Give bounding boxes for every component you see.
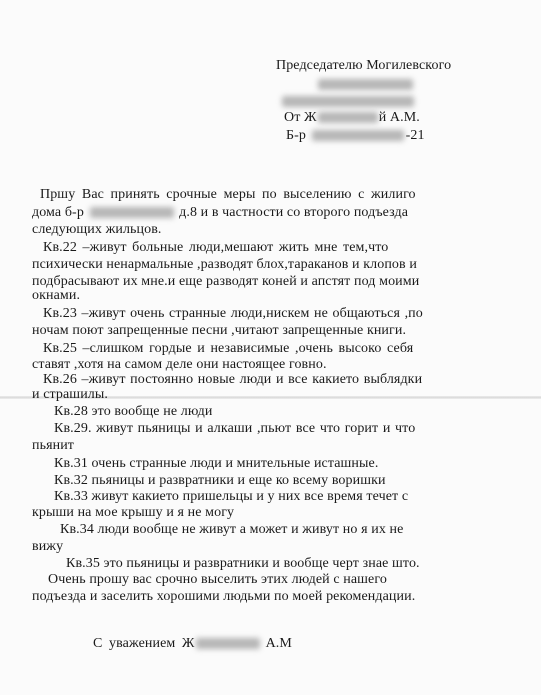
body-text: Кв.32 пьяницы и развратники и еще ко всему воришки [54,473,386,488]
addressee-line [276,58,451,74]
body-text: д.8 и в частности со второго подъезда [179,205,409,220]
sender-line [284,110,420,126]
body-line [48,572,387,588]
body-text: Кв.31 очень странные люди и мнительные исташные. [54,456,379,471]
body-text: окнами. [32,288,81,303]
body-text: подъезда и заселить хорошими людьми по моей рекомендации. [32,589,416,604]
body-text: ночам поют запрещенные песни ,читают запрещенные книги. [32,323,407,338]
body-line [43,306,423,322]
redacted-organization-line-2 [282,94,414,110]
body-line [32,357,327,373]
body-text: Кв.22 –живут больные люди,мешают жить мне тем,что [43,240,389,255]
body-text: Кв.26 –живут постоянно новые люди и все какието выблядки [43,372,423,387]
body-text: Кв.33 живут какието пришельцы и у них все время течет с [54,489,409,504]
body-text: Кв.28 это вообще не люди [54,404,213,419]
signature-suffix: А.М [265,636,292,651]
redaction-mark [196,638,260,649]
body-text: Кв.25 –слишком гордые и независимые ,очень высоко себя [43,341,414,356]
body-text: ставят ,хотя на самом деле они настоящее говно. [32,357,327,372]
body-line [54,421,415,437]
redaction-mark [312,130,404,141]
street-suffix: -21 [405,128,425,143]
signature-prefix: С уважением Ж [93,636,195,651]
body-line [43,372,422,388]
body-line [54,489,408,505]
body-text: Кв.23 –живут очень странные люди,нискем не общаються ,по [43,306,423,321]
street-prefix: Б-р [286,128,307,143]
body-line [32,288,80,304]
body-line [32,387,108,403]
redaction-mark [282,96,414,107]
body-line [66,556,420,572]
body-text: Кв.29. живут пьяницы и алкаши ,пьют все что горит и что [54,421,416,436]
body-line [54,473,386,489]
body-line [32,257,417,273]
body-line [60,522,403,538]
redacted-organization-line-1 [318,77,413,93]
body-line [32,589,415,605]
body-text: дома б-р [32,205,84,220]
body-text: психически ненармальные ,разводят блох,тараканов и клопов и [32,257,417,272]
body-line [32,274,419,290]
signature-line [93,636,292,652]
body-line [32,323,406,339]
redaction-mark [318,112,378,123]
redaction-mark [90,207,174,218]
sender-address-line [286,128,425,144]
sender-prefix: От Ж [284,110,317,125]
body-line [43,240,388,256]
body-text: пьянит [32,438,75,453]
body-line [32,438,74,454]
body-text: крыши на мое крышу и я не могу [32,505,235,520]
sender-suffix: й А.М. [378,110,420,125]
body-text: Очень прошу вас срочно выселить этих людей с нашего [48,572,387,587]
body-line [54,456,378,472]
body-text: вижу [32,539,64,554]
redaction-mark [318,79,413,90]
body-text: Кв.34 люди вообще не живут а может и живут но я их не [60,522,404,537]
body-line [40,187,416,203]
body-line [32,539,63,555]
addressee-text: Председателю Могилевского [276,58,452,73]
body-text: Пршу Вас принять срочные меры по выселению с жилиго [40,187,416,202]
body-text: следующих жильцов. [32,222,162,237]
body-line [54,404,212,420]
body-line [32,222,162,238]
body-text: Кв.35 это пьяницы и развратники и вообще черт знае што. [66,556,420,571]
body-line [32,205,408,221]
body-line [32,505,234,521]
body-line [43,341,413,357]
body-text: и страшилы. [32,387,108,402]
body-text: подбрасывают их мне.и еще разводят коней и апстят под моими [32,274,420,289]
